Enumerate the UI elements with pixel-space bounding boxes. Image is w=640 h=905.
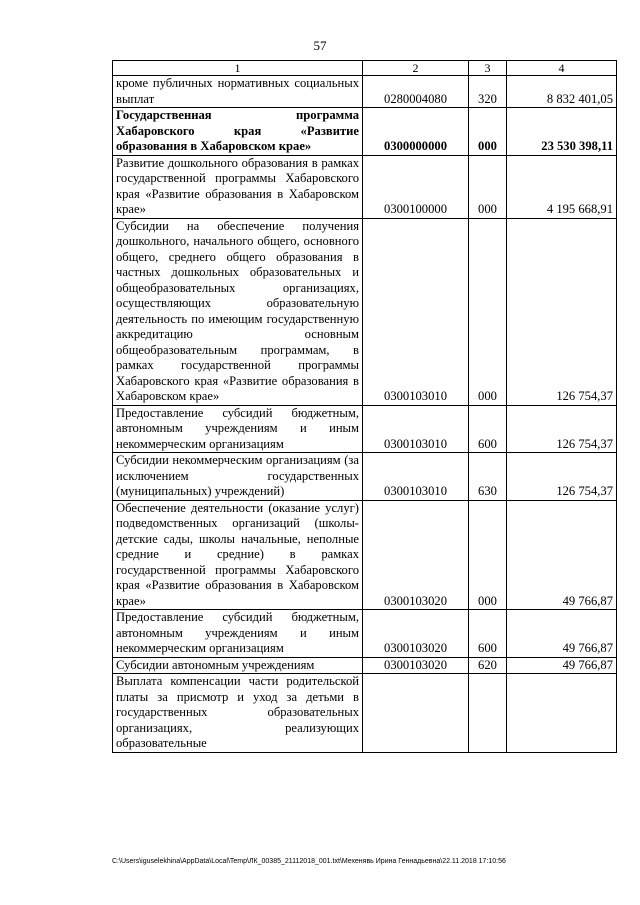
row-sum-cell: 126 754,37 <box>507 218 617 405</box>
row-name-cell: Субсидии на обеспечение получения дошкольного, начального общего, основного общего, среднего общего образования в частных дошкольных образовательных и общеобразовательных организациях, осуществляющих образовательную деятельность по имеющим государственную аккредитацию основным общеобразовательным программам, в рамках государственной программы Хабаровского края «Развитие образования в Хабаровском крае» <box>113 218 363 405</box>
table-header-row <box>113 61 617 76</box>
file-path-footer: C:\Users\iguselekhina\AppData\Local\Temp\ЛК_00385_21112018_001.txt\Мехенявь Ирина Геннадьевна\22.11.2018 17:10:56 <box>112 858 506 865</box>
row-code-cell: 0300103020 <box>363 610 469 658</box>
row-sum-cell: 126 754,37 <box>507 453 617 501</box>
row-name-cell: Субсидии некоммерческим организациям (за исключением государственных (муниципальных) учреждений) <box>113 453 363 501</box>
table-row <box>113 453 617 501</box>
column-header: 4 <box>507 61 617 76</box>
row-name-cell: кроме публичных нормативных социальных выплат <box>113 76 363 108</box>
row-sum-cell: 49 766,87 <box>507 657 617 674</box>
row-name-cell: Субсидии автономным учреждениям <box>113 657 363 674</box>
row-kvr-cell: 000 <box>469 108 507 156</box>
row-name-cell: Предоставление субсидий бюджетным, автономным учреждениям и иным некоммерческим организациям <box>113 610 363 658</box>
column-header: 2 <box>363 61 469 76</box>
row-sum-cell: 4 195 668,91 <box>507 155 617 218</box>
table-row <box>113 76 617 108</box>
row-kvr-cell: 320 <box>469 76 507 108</box>
row-kvr-cell <box>469 674 507 753</box>
row-code-cell: 0300000000 <box>363 108 469 156</box>
row-code-cell: 0280004080 <box>363 76 469 108</box>
row-code-cell: 0300103010 <box>363 453 469 501</box>
table-row <box>113 657 617 674</box>
table-row <box>113 155 617 218</box>
row-code-cell <box>363 674 469 753</box>
row-code-cell: 0300100000 <box>363 155 469 218</box>
row-kvr-cell: 620 <box>469 657 507 674</box>
row-name-cell: Развитие дошкольного образования в рамках государственной программы Хабаровского края «Развитие образования в Хабаровском крае» <box>113 155 363 218</box>
row-kvr-cell: 600 <box>469 610 507 658</box>
row-code-cell: 0300103020 <box>363 657 469 674</box>
table-row <box>113 674 617 753</box>
row-sum-cell: 8 832 401,05 <box>507 76 617 108</box>
row-sum-cell: 49 766,87 <box>507 500 617 610</box>
row-sum-cell: 23 530 398,11 <box>507 108 617 156</box>
row-name-cell: Обеспечение деятельности (оказание услуг) подведомственных организаций (школы-детские сады, школы начальные, неполные средние и средние) в рамках государственной программы Хабаровского края «Развитие образования в Хабаровском крае» <box>113 500 363 610</box>
budget-table <box>112 60 617 753</box>
table-row <box>113 218 617 405</box>
table-row <box>113 405 617 453</box>
row-name-cell: Предоставление субсидий бюджетным, автономным учреждениям и иным некоммерческим организациям <box>113 405 363 453</box>
row-name-cell: Государственная программа Хабаровского края «Развитие образования в Хабаровском крае» <box>113 108 363 156</box>
row-sum-cell <box>507 674 617 753</box>
row-name-cell: Выплата компенсации части родительской платы за присмотр и уход за детьми в государственных образовательных организациях, реализующих образовательные <box>113 674 363 753</box>
row-kvr-cell: 630 <box>469 453 507 501</box>
column-header: 1 <box>113 61 363 76</box>
row-kvr-cell: 000 <box>469 218 507 405</box>
table-row <box>113 500 617 610</box>
row-code-cell: 0300103010 <box>363 218 469 405</box>
page-number: 57 <box>313 38 327 53</box>
table-row <box>113 108 617 156</box>
row-code-cell: 0300103020 <box>363 500 469 610</box>
row-kvr-cell: 000 <box>469 155 507 218</box>
column-header: 3 <box>469 61 507 76</box>
row-code-cell: 0300103010 <box>363 405 469 453</box>
row-sum-cell: 49 766,87 <box>507 610 617 658</box>
row-kvr-cell: 000 <box>469 500 507 610</box>
row-sum-cell: 126 754,37 <box>507 405 617 453</box>
table-row <box>113 610 617 658</box>
row-kvr-cell: 600 <box>469 405 507 453</box>
